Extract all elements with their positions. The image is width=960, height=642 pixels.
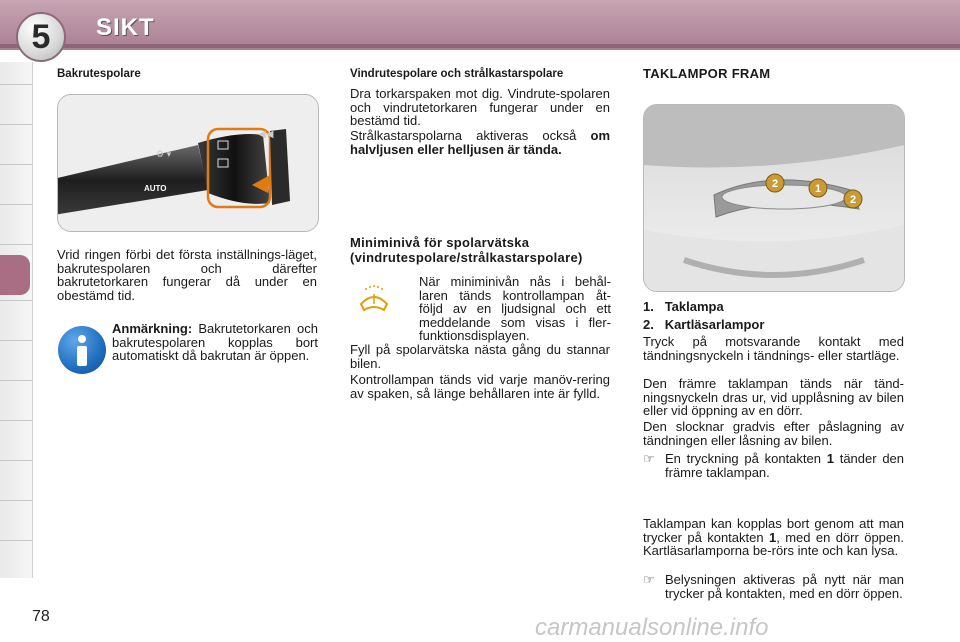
courtesy-para1: Tryck på motsvarande kontakt med tändningsnyckeln i tändnings- eller startläge. <box>643 334 904 363</box>
index-divider <box>0 460 32 461</box>
index-divider <box>0 204 32 205</box>
index-divider <box>0 164 32 165</box>
header-band <box>0 44 960 48</box>
courtesy-para2: Den främre taklampan tänds när tänd-ningsnyckeln dras ur, vid upplåsning av bilen eller vid öppning av en dörr. <box>643 376 904 418</box>
para4-num: 1 <box>768 529 777 545</box>
info-icon <box>58 326 106 374</box>
courtesy-bullet1-text <box>665 452 904 479</box>
svg-text:⚙ ▾: ⚙ ▾ <box>156 149 172 159</box>
page-number: 78 <box>32 608 50 625</box>
index-divider <box>0 84 32 85</box>
washer-fluid-warning-icon <box>358 284 390 316</box>
index-divider <box>0 540 32 541</box>
para4-post: , med en dörr öppen. Kartläsarlamporna be-rörs inte och kan lysa. <box>643 529 904 558</box>
chapter-index-strip <box>0 62 33 578</box>
note-text <box>112 322 318 363</box>
svg-text:◀◀: ◀◀ <box>258 129 274 140</box>
pointing-hand-icon: ☞ <box>643 451 655 466</box>
list-item-number: 1. <box>643 299 654 314</box>
bullet1-num: 1 <box>826 451 834 466</box>
list-item <box>643 318 764 332</box>
warning-lamp-text: Kontrollampan tänds vid varje manöv-rering av spaken, så länge behållaren inte är fylld. <box>350 372 610 401</box>
note-label: Anmärkning: <box>112 321 193 336</box>
index-divider <box>0 340 32 341</box>
callout-2-right: 2 <box>849 194 857 206</box>
courtesy-bullet2 <box>643 572 904 601</box>
fluid-warning-text: När miniminivån nås i behål-laren tänds kontrollampan åt-följd av en ljudsignal och ett meddelande som visas i fler-funktionsdisplayen. <box>419 274 611 343</box>
watermark: carmanualsonline.info <box>535 614 769 641</box>
index-divider <box>0 420 32 421</box>
headlamp-washer-para <box>350 129 610 156</box>
headlamp-washer-text: Strålkastarspolarna aktiveras också <box>350 128 591 143</box>
active-chapter-tab[interactable] <box>0 255 30 295</box>
list-item-number: 2. <box>643 317 654 332</box>
list-item-label: Kartläsarlampor <box>664 317 765 332</box>
index-divider <box>0 124 32 125</box>
list-item <box>643 300 724 314</box>
chapter-title: SIKT <box>96 14 155 41</box>
callout-1: 1 <box>814 183 822 195</box>
para4-pre: Taklampan kan kopplas bort genom att man trycker på kontakten <box>643 516 904 545</box>
auto-label: AUTO <box>144 184 167 193</box>
wiper-stalk-drawing <box>58 95 318 231</box>
courtesy-bullet2-text: Belysningen aktiveras på nytt när man trycker på kontakten, med en dörr öppen. <box>665 572 904 601</box>
courtesy-para3: Den slocknar gradvis efter påslagning av tändningen eller låsning av bilen. <box>643 419 904 448</box>
wiper-stalk-illustration <box>57 94 319 232</box>
callout-2-left: 2 <box>771 178 779 190</box>
index-divider <box>0 300 32 301</box>
bullet1-pre: En tryckning på kontakten <box>665 451 827 466</box>
fluid-level-heading-line1: Miniminivå för spolarvätska <box>350 235 530 250</box>
courtesy-lamp-illustration <box>643 104 905 292</box>
courtesy-bullet1 <box>643 451 905 480</box>
pointing-hand-icon: ☞ <box>643 572 655 587</box>
refill-text: Fyll på spolarvätska nästa gång du stannar bilen. <box>350 342 610 371</box>
courtesy-lamp-drawing <box>644 105 904 291</box>
chapter-number-badge: 5 <box>16 12 66 62</box>
fluid-level-heading-line2: (vindrutespolare/strålkastarspolare) <box>350 250 583 265</box>
note-body: Bakrutetorkaren och bakrutespolaren kopplas bort automatiskt då bakrutan är öppen. <box>112 321 318 363</box>
index-divider <box>0 380 32 381</box>
headlamp-washer-bold: om halvljusen eller helljusen är tända. <box>350 128 610 157</box>
windscreen-washer-heading: Vindrutespolare och strålkastarspolare <box>350 68 564 80</box>
index-divider <box>0 244 32 245</box>
list-item-label: Taklampa <box>664 299 724 314</box>
index-divider <box>0 500 32 501</box>
rear-washer-heading: Bakrutespolare <box>57 68 141 80</box>
windscreen-washer-para1: Dra torkarspaken mot dig. Vindrute-spolaren och vindrutetorkaren fungerar under en bestämd tid. <box>350 86 610 128</box>
front-courtesy-lamps-heading: TAKLAMPOR FRAM <box>643 66 771 81</box>
courtesy-para4 <box>643 517 904 558</box>
bullet1-post: tänder den främre taklampan. <box>665 451 905 480</box>
rear-washer-text: Vrid ringen förbi det första inställnings-läget, bakrutespolaren och därefter bakrutetorkaren fungerar då under en obestämd tid. <box>57 247 317 303</box>
